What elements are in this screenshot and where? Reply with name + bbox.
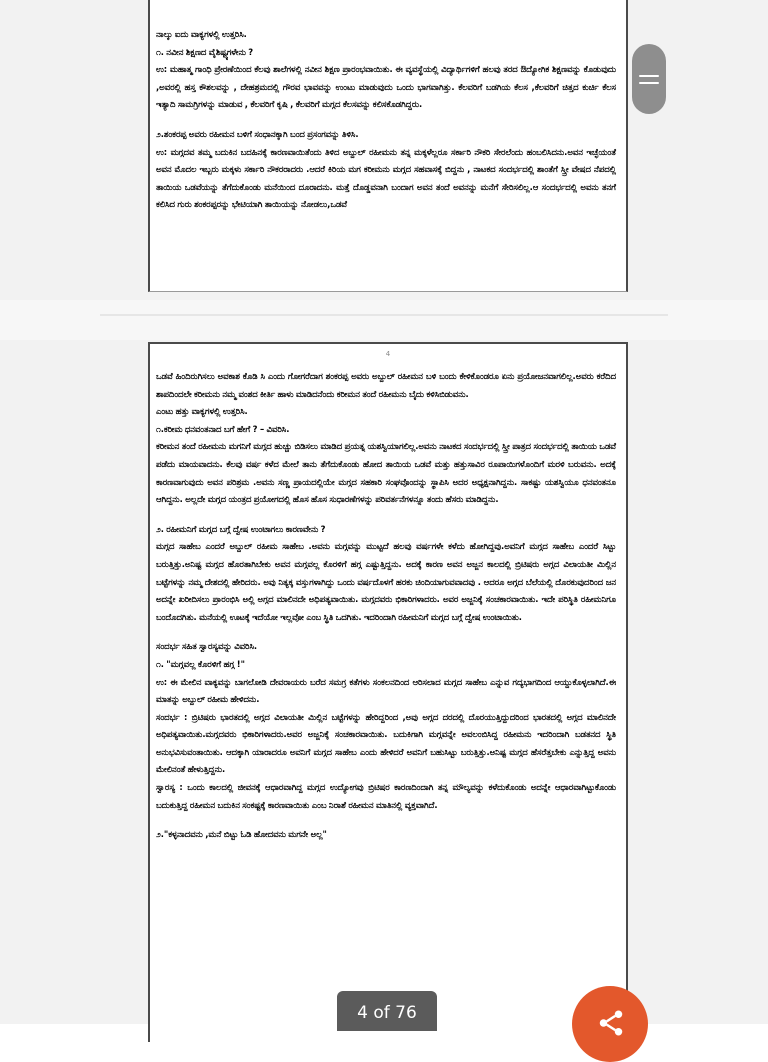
- paragraph: ೨."ಕಳ್ಳನಾದವನು ,ಮನೆ ಬಿಟ್ಟು ಓಡಿ ಹೋದವನು ಮಗನೇ ಅಲ್ಲ": [156, 829, 327, 840]
- paragraph: ಎಂಟು ಹತ್ತು ವಾಕ್ಯಗಳಲ್ಲಿ ಉತ್ತರಿಸಿ.: [156, 406, 248, 417]
- paragraph: ೧.ಕರೀಮ ಧನವಂತನಾದ ಬಗೆ ಹೇಗೆ ? – ವಿವರಿಸಿ.: [156, 423, 290, 434]
- fast-scroll-handle[interactable]: [632, 44, 666, 114]
- paragraph: ಮಗ್ಗದ ಸಾಹೇಬ ಎಂದರೆ ಅಬ್ದುಲ್ ರಹೀಮ ಸಾಹೇಬ .ಅವನು ಮಗ್ಗವನ್ನು ಮುಟ್ಟದೆ ಹಲವು ವರ್ಷಗಳೇ ಕಳೆದು ಹೋಗಿದ್ದವು.ಅವನಿಗೆ ಮಗ್ಗದ ಸಾಹೇಬ ಎಂದರೆ ಸಿಟ್ಟು ಬರುತ್ತಿತ್ತು.ಅನಿಷ್ಟ ಮಗ್ಗದ ಹೊರತಾಗಿಬೇಕು ಅವನ ಮಗ್ಗವಲ್ಲ ಕೊರಳಿಗೆ ಹಗ್ಗ ಎಷ್ಟುತ್ತಿದ್ದನು. ಅದಕ್ಕೆ ಕಾರಣ ಅವನ ಅಜ್ಜನ ಕಾಲದಲ್ಲಿ ಬ್ರಿಟಿಷರು ಅಗ್ಗದ ವಿಲಾಯತೀ ಮಿಲ್ಲಿನ ಬಟ್ಟೆಗಳನ್ನು ನಮ್ಮ ದೇಶದಲ್ಲಿ ಹೇರಿದರು. ಅವು ನಿತ್ಯಕ್ಕ ವಸ್ತುಗಳಾಗಿದ್ದು ಒಂದು ವರ್ಷದೊಳಗೆ ಹರಕು ಚಿಂದಿಯಾಗುವವಾದವು . ಆದರೂ ಅಗ್ಗದ ಬೆಲೆಯಲ್ಲಿ ದೊರಕುವುದರಿಂದ ಜನ ಅದನ್ನೇ ಖರೀದಿಸಲು ಪ್ರಾರಂಭಿಸಿ ಅಲ್ಲಿ ಅಗ್ಗದ ಮಾಲಿನದೇ ಅಧಿಪತ್ಯವಾಯಿತು. ಮಗ್ಗದವರು ಭಿಕಾರಿಗಳಾದರು. ಅವರ ಅಜ್ಜನಿಕ್ಕೆ ಸಂಚಕಾರವಾಯಿತು. ಇದೇ ಪರಿಸ್ಥಿತಿ ರಹೀಮನಿಗೂ ಬಂದೊದಗಿತು. ಮನೆಯಲ್ಲಿ ಊಟಕ್ಕೆ ಇದೆಯೋ ಇಲ್ಲವೋ ಎಂಬ ಸ್ಥಿತಿ ಒದಗಿತು. ಇದರಿಂದಾಗಿ ರಹೀಮನಿಗೆ ಮಗ್ಗದ ಬಗ್ಗೆ ದ್ವೇಷ ಉಂಟಾಯಿತು.: [156, 541, 616, 622]
- page-gap: [0, 300, 768, 340]
- paragraph: ೧. "ಮಗ್ಗವಲ್ಲ ಕೊರಳಿಗೆ ಹಗ್ಗ !": [156, 658, 245, 669]
- paragraph: ೨.ಶಂಕರಪ್ಪ ಅವರು ರಹೀಮನ ಬಳಿಗೆ ಸಂಧಾನಕ್ಕಾಗಿ ಬಂದ ಪ್ರಸಂಗವನ್ನು ತಿಳಿಸಿ.: [156, 128, 359, 139]
- current-page-content: [150, 368, 626, 844]
- page-indicator: 4 of 76: [337, 991, 437, 1031]
- page-divider: [100, 314, 668, 316]
- page-fade: [150, 265, 626, 291]
- share-icon: [596, 1008, 626, 1038]
- paragraph-spacer: [156, 814, 616, 826]
- current-page: [148, 342, 628, 1042]
- paragraph: ಉ: ಈ ಮೇಲಿನ ವಾಕ್ಯವನ್ನು ಬಾಗಲೋಡಿ ದೇವರಾಯರು ಬರೆದ ಸಮಗ್ರ ಕತೆಗಳು ಸಂಕಲನದಿಂದ ಆರಿಸಲಾದ ಮಗ್ಗದ ಸಾಹೇಬ ಎನ್ನುವ ಗದ್ಯಭಾಗದಿಂದ ಆಯ್ದುಕೊಳ್ಳಲಾಗಿದೆ.ಈ ಮಾತನ್ನು ಅಬ್ದುಲ್ ರಹೀಮ ಹೇಳಿದನು.: [156, 676, 616, 705]
- paragraph-spacer: [156, 626, 616, 638]
- previous-page: [148, 0, 628, 292]
- paragraph-spacer: [156, 114, 616, 126]
- grip-line-icon: [639, 75, 659, 77]
- paragraph: ಉ: ಮಗ್ಗದವ ತಮ್ಮ ಬದುಕಿನ ಬದಹಿನಕ್ಕೆ ಕಾರಣವಾಯಿತೆಂದು ತಿಳಿದ ಅಬ್ದುಲ್ ರಹೀಮನು ತನ್ನ ಮಕ್ಕಳೆಲ್ಲರೂ ಸರ್ಕಾರಿ ನೌಕರಿ ಸೇರಲೆಂದು ಹಂಬಲಿಸಿದನು.ಅವನ ಇಚ್ಛೆಯಂತೆ ಅವನ ಮೊದಲ ಇಬ್ಬರು ಮಕ್ಕಳು ಸರ್ಕಾರಿ ನೌಕರರಾದರು .ಆದರೆ ಕಿರಿಯ ಮಗ ಕರೀಮನು ಮಗ್ಗದ ಸಹವಾಸಕ್ಕೆ ಬಿದ್ದನು , ನಾಟಕದ ಸಂದರ್ಭದಲ್ಲಿ ಶಾಂತೆಗೆ ಸ್ತ್ರೀ ವೇಷದ ನೆಪದಲ್ಲಿ ತಾಯಿಯ ಒಡವೆಯನ್ನು ತೆಗೆದುಕೊಂಡು ಮನೆಯಿಂದ ದೂರಾದನು. ಮತ್ತೆ ದೊಡ್ಡವನಾಗಿ ಬಂದಾಗ ಅವನ ತಂದೆ ಅವನನ್ನು ಮನೆಗೆ ಸೇರಿಸಲಿಲ್ಲ.ಆ ಸಂದರ್ಭದಲ್ಲಿ ಅವನು ತನಗೆ ಕಲಿಸಿದ ಗುರು ಶಂಕರಪ್ಪರನ್ನು ಭೇಟಿಯಾಗಿ ತಾಯಿಯನ್ನು ನೋಡಲು,ಒಡವೆ: [156, 146, 616, 210]
- paragraph: ಉ: ಮಹಾತ್ಮ ಗಾಂಧಿ ಪ್ರೇರಣೆಯಿಂದ ಕೆಲವು ಶಾಲೆಗಳಲ್ಲಿ ನವೀನ ಶಿಕ್ಷಣ ಪ್ರಾರಂಭವಾಯಿತು. ಈ ವ್ಯವಸ್ಥೆಯಲ್ಲಿ ವಿದ್ಯಾರ್ಥಿಗಳಿಗೆ ಹಲವು ತರದ ಔದ್ಯೋಗಿಕ ಶಿಕ್ಷಣವನ್ನು ಕೊಡುವುದು ,ಅವರಲ್ಲಿ ಹಸ್ತ ಕೌಶಲವನ್ನು , ದೇಹಶ್ರಮದಲ್ಲಿ ಗೌರವ ಭಾವವನ್ನು ಉಂಟು ಮಾಡುವುದು ಒಂದು ಭಾಗವಾಗಿತ್ತು. ಕೆಲವರಿಗೆ ಬಡಗಿಯ ಕೆಲಸ ,ಕೆಲವರಿಗೆ ಚಿತ್ತದ ಕುರ್ಚಿ ಕೆಲಸ ಇತ್ಯಾದಿ ಸಾಮಗ್ರಿಗಳನ್ನು ಮಾಡುವ , ಕೆಲವರಿಗೆ ಕೃಷಿ , ಕೆಲವರಿಗೆ ಮಗ್ಗದ ಕೆಲಸವನ್ನು ಕಲಿಸಕೊಡಗಿದ್ದರು.: [156, 64, 616, 110]
- paragraph: ಒಡವೆ ಹಿಂದಿರುಗಿಸಲು ಅವಕಾಶ ಕೊಡಿ ಸಿ ಎಂದು ಗೋಗರೆದಾಗ ಶಂಕರಪ್ಪ ಅವರು ಅಬ್ದುಲ್ ರಹೀಮನ ಬಳಿ ಬಂದು ಕೇಳಿಕೊಂಡರೂ ಏನು ಪ್ರಯೋಜನವಾಗಲಿಲ್ಲ.ಅವರು ಕರೆದಿದ ಶಾಪದಿಂದಲೇ ಕರೀಮನು ನಮ್ಮ ವಂಶದ ಕೀರ್ತಿ ಹಾಳು ಮಾಡಿದನೆಂದು ಕರೀಮನ ತಂದೆ ರಹೀಮನು ಬೈದು ಕಳಿಸಿಬಿಡುವನು.: [156, 371, 616, 399]
- paragraph: ನಾಲ್ಕು ಐದು ವಾಕ್ಯಗಳಲ್ಲಿ ಉತ್ತರಿಸಿ.: [156, 29, 247, 39]
- grip-line-icon: [639, 82, 659, 84]
- paragraph: ೨. ರಹೀಮನಿಗೆ ಮಗ್ಗದ ಬಗ್ಗೆ ದ್ವೇಷ ಉಂಟಾಗಲು ಕಾರಣವೇನು ?: [156, 523, 326, 534]
- paragraph: ಸ್ವಾರಸ್ಯ : ಒಂದು ಕಾಲದಲ್ಲಿ ಜೀವನಕ್ಕೆ ಆಧಾರವಾಗಿದ್ದ ಮಗ್ಗದ ಉದ್ಯೋಗವು ಬ್ರಿಟಿಷರ ಕಾರಣದಿಂದಾಗಿ ತನ್ನ ಮೌಲ್ಯವನ್ನು ಕಳೆದುಕೊಂಡು ಅದನ್ನೇ ಆಧಾರವಾಗಿಟ್ಟುಕೊಂಡು ಬದುಕುತ್ತಿದ್ದ ರಹೀಮನ ಬದುಕಿನ ಸಂಕಷ್ಟಕ್ಕೆ ಕಾರಣವಾಯಿತು ಎಂಬ ನಿರಾಶೆ ರಹೀಮನ ಮಾತಿನಲ್ಲಿ ವ್ಯಕ್ತವಾಗಿದೆ.: [156, 782, 616, 810]
- previous-page-content: [150, 0, 626, 214]
- paragraph: ಸಂದರ್ಭ ಸಹಿತ ಸ್ವಾರಸ್ಯವನ್ನು ವಿವರಿಸಿ.: [156, 641, 258, 652]
- paragraph: ಕರೀಮನ ತಂದೆ ರಹೀಮನು ಮಗನಿಗೆ ಮಗ್ಗದ ಹುಚ್ಚು ಬಿಡಿಸಲು ಮಾಡಿದ ಪ್ರಯತ್ನ ಯಶಸ್ವಿಯಾಗಲಿಲ್ಲ.ಅವನು ನಾಟಕದ ಸಂದರ್ಭದಲ್ಲಿ ಸ್ತ್ರೀ ಪಾತ್ರದ ಸಂದರ್ಭದಲ್ಲಿ ತಾಯಿಯ ಒಡವೆ ಪಡೆದು ಮಾಯವಾದನು. ಕೆಲವು ವರ್ಷ ಕಳೆದ ಮೇಲೆ ತಾನು ತೆಗೆದುಕೊಂಡು ಹೋದ ತಾಯಿಯ ಒಡವೆ ಮತ್ತು ಹತ್ತುಸಾವಿರ ರೂಪಾಯಿಗಳೊಂದಿಗೆ ಮರಳಿ ಬರುವನು. ಅದಕ್ಕೆ ಕಾರಣವಾಗುವುದು ಅವನ ಪರಿಶ್ರಮ .ಅವನು ಸಣ್ಣ ಪ್ರಾಯದಲ್ಲಿಯೇ ಮಗ್ಗದ ಸಹಕಾರಿ ಸಂಘವೊಂದನ್ನು ಸ್ಥಾಪಿಸಿ ಅದರ ಅಧ್ಯಕ್ಷನಾಗಿದ್ದನು. ಸಾಕಷ್ಟು ಯಶಸ್ವಿಯೂ ಧನವಂತನೂ ಆಗಿದ್ದನು. ಅಲ್ಲದೇ ಮಗ್ಗದ ಯಂತ್ರದ ಪ್ರಯೋಗದಲ್ಲಿ ಹೊಸ ಹೊಸ ಸುಧಾರಣೆಗಳನ್ನು ಪರಿವರ್ತನೆಗಳನ್ನೂ ತಂದು ಹೆಸರು ಮಾಡಿದ್ದನು.: [156, 441, 616, 505]
- paragraph-spacer: [156, 509, 616, 521]
- paragraph: ೧. ನವೀನ ಶಿಕ್ಷಣದ ವೈಶಿಷ್ಟ್ಯಗಳೇನು ?: [156, 46, 254, 57]
- paragraph: ಸಂದರ್ಭ : ಬ್ರಿಟಿಷರು ಭಾರತದಲ್ಲಿ ಅಗ್ಗದ ವಿಲಾಯತೀ ಮಿಲ್ಲಿನ ಬಟ್ಟೆಗಳನ್ನು ಹೇರಿದ್ದರಿಂದ ,ಅವು ಅಗ್ಗದ ದರದಲ್ಲಿ ದೊರಯುತ್ತಿದ್ದುದರಿಂದ ಭಾರತದಲ್ಲಿ ಅಗ್ಗದ ಮಾಲಿನದೇ ಅಧಿಪತ್ಯವಾಯಿತು.ಮಗ್ಗದವರು ಭಿಕಾರಿಗಳಾದರು.ಅವರ ಅಜ್ಜನಿಕ್ಕೆ ಸಂಚಕಾರವಾಯಿತು. ಬದುಕಿಗಾಗಿ ಮಗ್ಗವನ್ನೇ ಅವಲಂಬಿಸಿದ್ದ ರಹೀಮನು ಇದರಿಂದಾಗಿ ಬಡತನದ ಸ್ಥಿತಿ ಅನುಭವಿಸುವಂತಾಯಿತು. ಆದಕ್ಕಾಗಿ ಯಾರಾದರೂ ಅವನಿಗೆ ಮಗ್ಗದ ಸಾಹೇಬ ಎಂದು ಹೇಳಿದರೆ ಅವನಿಗೆ ಬಹುಸಿಟ್ಟು ಬರುತ್ತಿತ್ತು.ಅನಿಷ್ಟ ಮಗ್ಗದ ಹೆಸರೆತ್ತಬೇಕು ಎನ್ನುತ್ತಿದ್ದ ಅವನು ಮೇಲಿನಂತೆ ಹೇಳುತ್ತಿದ್ದನು.: [156, 711, 616, 775]
- share-button[interactable]: [572, 986, 648, 1062]
- page-number: 4: [385, 350, 391, 358]
